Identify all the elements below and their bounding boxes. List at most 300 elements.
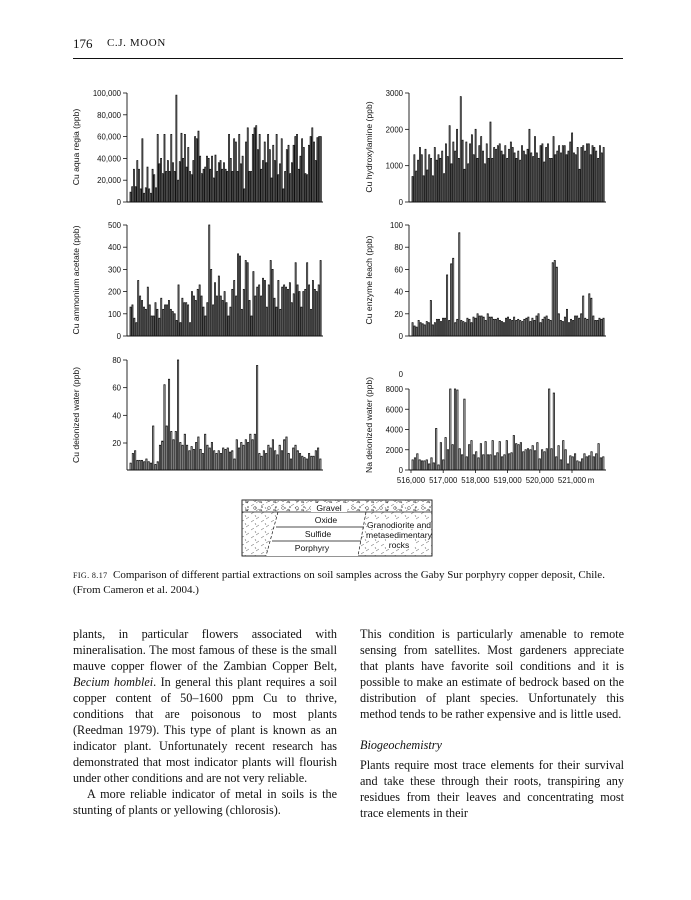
bar xyxy=(146,459,147,470)
bar xyxy=(174,314,175,336)
bar xyxy=(473,455,474,470)
bar xyxy=(581,148,582,203)
bar xyxy=(273,145,274,202)
bar xyxy=(438,319,439,336)
oxide-label: Oxide xyxy=(314,515,338,525)
bar xyxy=(424,325,425,336)
bar xyxy=(206,156,207,202)
bar xyxy=(598,444,599,470)
bar xyxy=(157,462,158,470)
bar xyxy=(483,151,484,202)
bar xyxy=(266,307,267,336)
bar xyxy=(440,443,441,470)
bar xyxy=(153,316,154,336)
bar xyxy=(423,176,424,202)
bar xyxy=(195,300,196,336)
bar xyxy=(130,307,131,336)
bar xyxy=(596,454,597,470)
bar xyxy=(271,178,272,202)
bar xyxy=(597,320,598,336)
bar xyxy=(599,318,600,336)
bar xyxy=(507,317,508,336)
bar xyxy=(434,323,435,336)
bar xyxy=(466,142,467,202)
bar xyxy=(432,176,433,202)
bar xyxy=(275,451,276,470)
bar xyxy=(281,451,282,470)
bar xyxy=(135,187,136,202)
bar xyxy=(565,450,566,470)
bar xyxy=(453,142,454,202)
bar xyxy=(190,323,191,336)
bar xyxy=(490,455,491,470)
bar xyxy=(459,449,460,470)
chart-top-left xyxy=(71,89,323,207)
bar xyxy=(572,320,573,336)
host-rock-label-1: Granodiorite and xyxy=(366,520,432,530)
species-name: Becium homblei xyxy=(73,675,154,689)
bar xyxy=(434,148,435,203)
bar xyxy=(594,148,595,203)
bar xyxy=(141,460,142,470)
bar xyxy=(301,307,302,336)
bar xyxy=(304,458,305,470)
bar xyxy=(184,134,185,202)
x-unit-label: m xyxy=(587,476,595,485)
bar xyxy=(575,155,576,202)
bar xyxy=(544,317,545,336)
bar xyxy=(603,148,604,203)
bar xyxy=(251,316,252,336)
bar xyxy=(590,155,591,202)
bar xyxy=(320,261,321,336)
bar xyxy=(555,155,556,202)
bar xyxy=(263,161,264,202)
bar xyxy=(488,158,489,202)
bar xyxy=(247,263,248,336)
bar xyxy=(586,144,587,202)
bar xyxy=(562,146,563,202)
bar xyxy=(540,146,541,202)
bar xyxy=(585,151,586,202)
bar xyxy=(447,450,448,470)
bar xyxy=(546,449,547,470)
bar xyxy=(205,167,206,202)
bar xyxy=(455,323,456,336)
bar xyxy=(317,448,318,470)
bar xyxy=(454,389,455,470)
bar xyxy=(272,269,273,336)
bar xyxy=(264,142,265,202)
y-tick-label: 60 xyxy=(112,383,121,393)
bar xyxy=(213,305,214,336)
bar xyxy=(182,445,183,470)
y-tick-label: 0 xyxy=(116,198,121,207)
bar xyxy=(412,177,413,202)
y-tick-label: 20,000 xyxy=(97,176,121,186)
bar xyxy=(563,441,564,470)
bar xyxy=(583,146,584,202)
bar xyxy=(247,443,248,471)
bar xyxy=(297,285,298,336)
bar xyxy=(165,305,166,336)
bar xyxy=(550,320,551,336)
bar xyxy=(523,151,524,202)
bar xyxy=(166,171,167,202)
bar xyxy=(558,446,559,470)
bar xyxy=(193,449,194,470)
bar xyxy=(223,448,224,470)
bar xyxy=(132,305,133,336)
text-column-left xyxy=(73,626,337,818)
bar xyxy=(310,137,311,202)
bar xyxy=(198,437,199,470)
bar xyxy=(155,465,156,471)
bar xyxy=(256,366,257,471)
bar xyxy=(171,432,172,471)
bar xyxy=(480,444,481,470)
bar xyxy=(138,281,139,337)
chart-top-right xyxy=(364,89,606,207)
bar xyxy=(266,454,267,471)
bar xyxy=(145,309,146,336)
bar xyxy=(539,459,540,470)
bar xyxy=(166,426,167,470)
bar xyxy=(516,444,517,470)
bar xyxy=(209,448,210,470)
bar xyxy=(523,452,524,470)
y-tick-label: 2000 xyxy=(385,445,403,455)
bar xyxy=(560,320,561,336)
bar xyxy=(246,142,247,202)
bar xyxy=(473,317,474,336)
bar xyxy=(188,305,189,336)
bar xyxy=(570,142,571,202)
bar xyxy=(520,443,521,470)
bar xyxy=(143,307,144,336)
bar xyxy=(492,158,493,202)
bar xyxy=(418,160,419,202)
bar xyxy=(180,443,181,471)
bar xyxy=(469,319,470,336)
bar xyxy=(291,163,292,202)
bar xyxy=(144,193,145,202)
bar xyxy=(302,456,303,470)
y-tick-label: 100 xyxy=(107,309,121,319)
bar xyxy=(168,379,169,470)
bar xyxy=(249,300,250,336)
bar xyxy=(195,137,196,202)
bar xyxy=(207,303,208,336)
bar xyxy=(134,318,135,336)
bar xyxy=(242,156,243,202)
bar xyxy=(234,281,235,337)
bar xyxy=(319,137,320,202)
y-axis-label: Cu enzyme leach (ppb) xyxy=(364,235,374,325)
bar xyxy=(263,451,264,470)
bar xyxy=(202,454,203,471)
bar xyxy=(142,139,143,202)
bar xyxy=(268,445,269,470)
bar xyxy=(510,142,511,202)
bar xyxy=(224,292,225,336)
bar xyxy=(164,134,165,202)
bar xyxy=(290,459,291,470)
paragraph: This condition is particularly amenable to remote sensing from satellites. Most gardeners appreciate that plants have favorite soil conditions and it is possible to make an estimate of bedrock based on the distribution of plant species. Unfortunately this method tends to be rather expensive and is little used. xyxy=(360,627,624,721)
bar xyxy=(540,323,541,336)
bar xyxy=(430,300,431,336)
bar xyxy=(426,460,427,470)
bar xyxy=(414,326,415,336)
y-axis-label: Cu aqua regia (ppb) xyxy=(71,108,81,186)
bar xyxy=(424,461,425,470)
bar xyxy=(286,150,287,202)
bar xyxy=(240,164,241,202)
bar xyxy=(493,319,494,336)
paragraph-text: . In general this plant requires a soil copper content of 50–1600 ppm Cu to thrive, conditions that are poisonous to most plants (Reedman 1979). This type of plant is known as an indicator plant. Unfortunately recent research has demonstrated that most indicator plants will flourish under other conditions and are not very reliable. xyxy=(73,675,337,785)
bar xyxy=(483,317,484,336)
bar xyxy=(254,434,255,470)
bar xyxy=(193,296,194,336)
bar xyxy=(274,298,275,336)
bar xyxy=(238,254,239,336)
bar xyxy=(136,323,137,336)
bar xyxy=(163,309,164,336)
bar xyxy=(280,164,281,202)
bar xyxy=(531,153,532,202)
bar xyxy=(445,438,446,470)
bar xyxy=(476,452,477,470)
bar xyxy=(438,155,439,202)
bar xyxy=(220,161,221,202)
bar xyxy=(235,142,236,202)
x-tick-label: 520,000 xyxy=(525,476,554,485)
bar xyxy=(314,289,315,336)
bar xyxy=(162,441,163,470)
y-tick-label: 0 xyxy=(398,198,403,207)
bar xyxy=(592,146,593,202)
host-rock-label-3: rocks xyxy=(388,540,410,550)
bar xyxy=(152,169,153,202)
bar xyxy=(549,389,550,470)
bar xyxy=(559,146,560,202)
bar xyxy=(477,314,478,336)
bar xyxy=(180,323,181,336)
bar xyxy=(416,171,417,202)
bar xyxy=(186,303,187,336)
bar xyxy=(485,442,486,470)
bar xyxy=(554,261,555,336)
bar xyxy=(520,160,521,202)
bar xyxy=(286,287,287,336)
chart-bottom-left xyxy=(71,356,323,470)
bar xyxy=(302,139,303,202)
bar xyxy=(581,459,582,470)
bar xyxy=(289,283,290,336)
bar xyxy=(536,153,537,202)
bar xyxy=(264,281,265,337)
bar xyxy=(509,149,510,202)
bar xyxy=(172,312,173,336)
bar xyxy=(451,264,452,336)
bar xyxy=(261,296,262,336)
bar xyxy=(196,443,197,471)
bar xyxy=(132,454,133,471)
bar xyxy=(244,189,245,202)
bar xyxy=(532,446,533,470)
bar xyxy=(239,134,240,202)
bar xyxy=(179,162,180,202)
bar xyxy=(268,285,269,336)
bar xyxy=(593,457,594,470)
bar xyxy=(457,319,458,336)
bar xyxy=(237,171,238,202)
bar xyxy=(147,287,148,336)
bar xyxy=(603,457,604,470)
bar xyxy=(314,142,315,202)
bar xyxy=(305,289,306,336)
bar xyxy=(236,440,237,470)
bar xyxy=(481,316,482,336)
bar xyxy=(186,167,187,202)
bar xyxy=(137,460,138,470)
bar xyxy=(232,171,233,202)
bar xyxy=(155,188,156,202)
bar xyxy=(450,389,451,470)
bar xyxy=(573,153,574,202)
bar xyxy=(568,323,569,336)
bar xyxy=(297,134,298,202)
bar xyxy=(140,189,141,202)
bar xyxy=(215,155,216,202)
bar xyxy=(229,452,230,470)
bar xyxy=(218,451,219,470)
bar xyxy=(522,322,523,336)
bar xyxy=(516,158,517,202)
bar xyxy=(149,189,150,202)
bar xyxy=(572,457,573,470)
bar xyxy=(148,462,149,470)
bar xyxy=(422,324,423,336)
bar xyxy=(530,322,531,336)
bar xyxy=(252,440,253,470)
bar xyxy=(307,263,308,336)
bar xyxy=(225,449,226,470)
bar xyxy=(149,305,150,336)
bar xyxy=(416,327,417,336)
y-tick-label: 40 xyxy=(394,287,403,297)
bar xyxy=(276,134,277,202)
y-tick-label: 0 xyxy=(116,332,121,341)
bar xyxy=(303,148,304,203)
bar xyxy=(528,317,529,336)
bar xyxy=(311,456,312,470)
bar xyxy=(140,296,141,336)
bar xyxy=(201,174,202,202)
bar xyxy=(241,443,242,471)
bar xyxy=(432,325,433,336)
bar xyxy=(154,175,155,202)
bar xyxy=(306,459,307,470)
bar xyxy=(181,133,182,202)
bar xyxy=(285,171,286,202)
bar xyxy=(225,169,226,202)
bar xyxy=(481,137,482,202)
figure-caption xyxy=(73,568,625,598)
bar xyxy=(214,283,215,336)
bar xyxy=(133,169,134,202)
bar xyxy=(177,360,178,470)
bar xyxy=(497,146,498,202)
bar xyxy=(464,399,465,470)
bar xyxy=(210,169,211,202)
bar xyxy=(487,314,488,336)
bar xyxy=(208,158,209,202)
bar xyxy=(577,461,578,470)
bar xyxy=(591,452,592,470)
bar xyxy=(494,148,495,203)
bar xyxy=(308,454,309,471)
x-tick-label: 518,000 xyxy=(461,476,490,485)
bar xyxy=(494,456,495,470)
bar xyxy=(447,157,448,202)
text-column-right xyxy=(360,626,624,821)
bar xyxy=(420,323,421,336)
bar xyxy=(436,428,437,470)
bar xyxy=(170,309,171,336)
bar xyxy=(191,175,192,202)
bar xyxy=(534,451,535,470)
bar xyxy=(486,144,487,202)
bar xyxy=(243,289,244,336)
bar xyxy=(467,318,468,336)
bar xyxy=(473,155,474,202)
y-tick-label: 200 xyxy=(107,287,121,297)
bar xyxy=(229,134,230,202)
bar xyxy=(425,149,426,202)
bar xyxy=(286,437,287,470)
bar xyxy=(496,149,497,202)
bar xyxy=(564,146,565,202)
bar xyxy=(442,318,443,336)
bar xyxy=(419,460,420,470)
bar xyxy=(153,426,154,470)
bar xyxy=(433,463,434,470)
bar xyxy=(589,456,590,470)
bar xyxy=(598,158,599,202)
bar xyxy=(489,317,490,336)
bar xyxy=(283,189,284,202)
bar xyxy=(436,160,437,202)
bar xyxy=(593,316,594,336)
geology-cross-section xyxy=(242,500,433,556)
bar xyxy=(426,322,427,336)
y-tick-label: 2000 xyxy=(385,125,403,135)
bar xyxy=(130,192,131,202)
bar xyxy=(161,298,162,336)
bar xyxy=(505,146,506,202)
bar xyxy=(269,150,270,202)
bar xyxy=(463,322,464,336)
bar xyxy=(188,148,189,203)
bar xyxy=(516,320,517,336)
chart-panels xyxy=(71,89,606,485)
bar xyxy=(490,122,491,202)
bar xyxy=(227,171,228,202)
y-tick-label: 20 xyxy=(112,439,121,448)
y-tick-label: 60,000 xyxy=(97,132,121,142)
bar xyxy=(533,157,534,202)
